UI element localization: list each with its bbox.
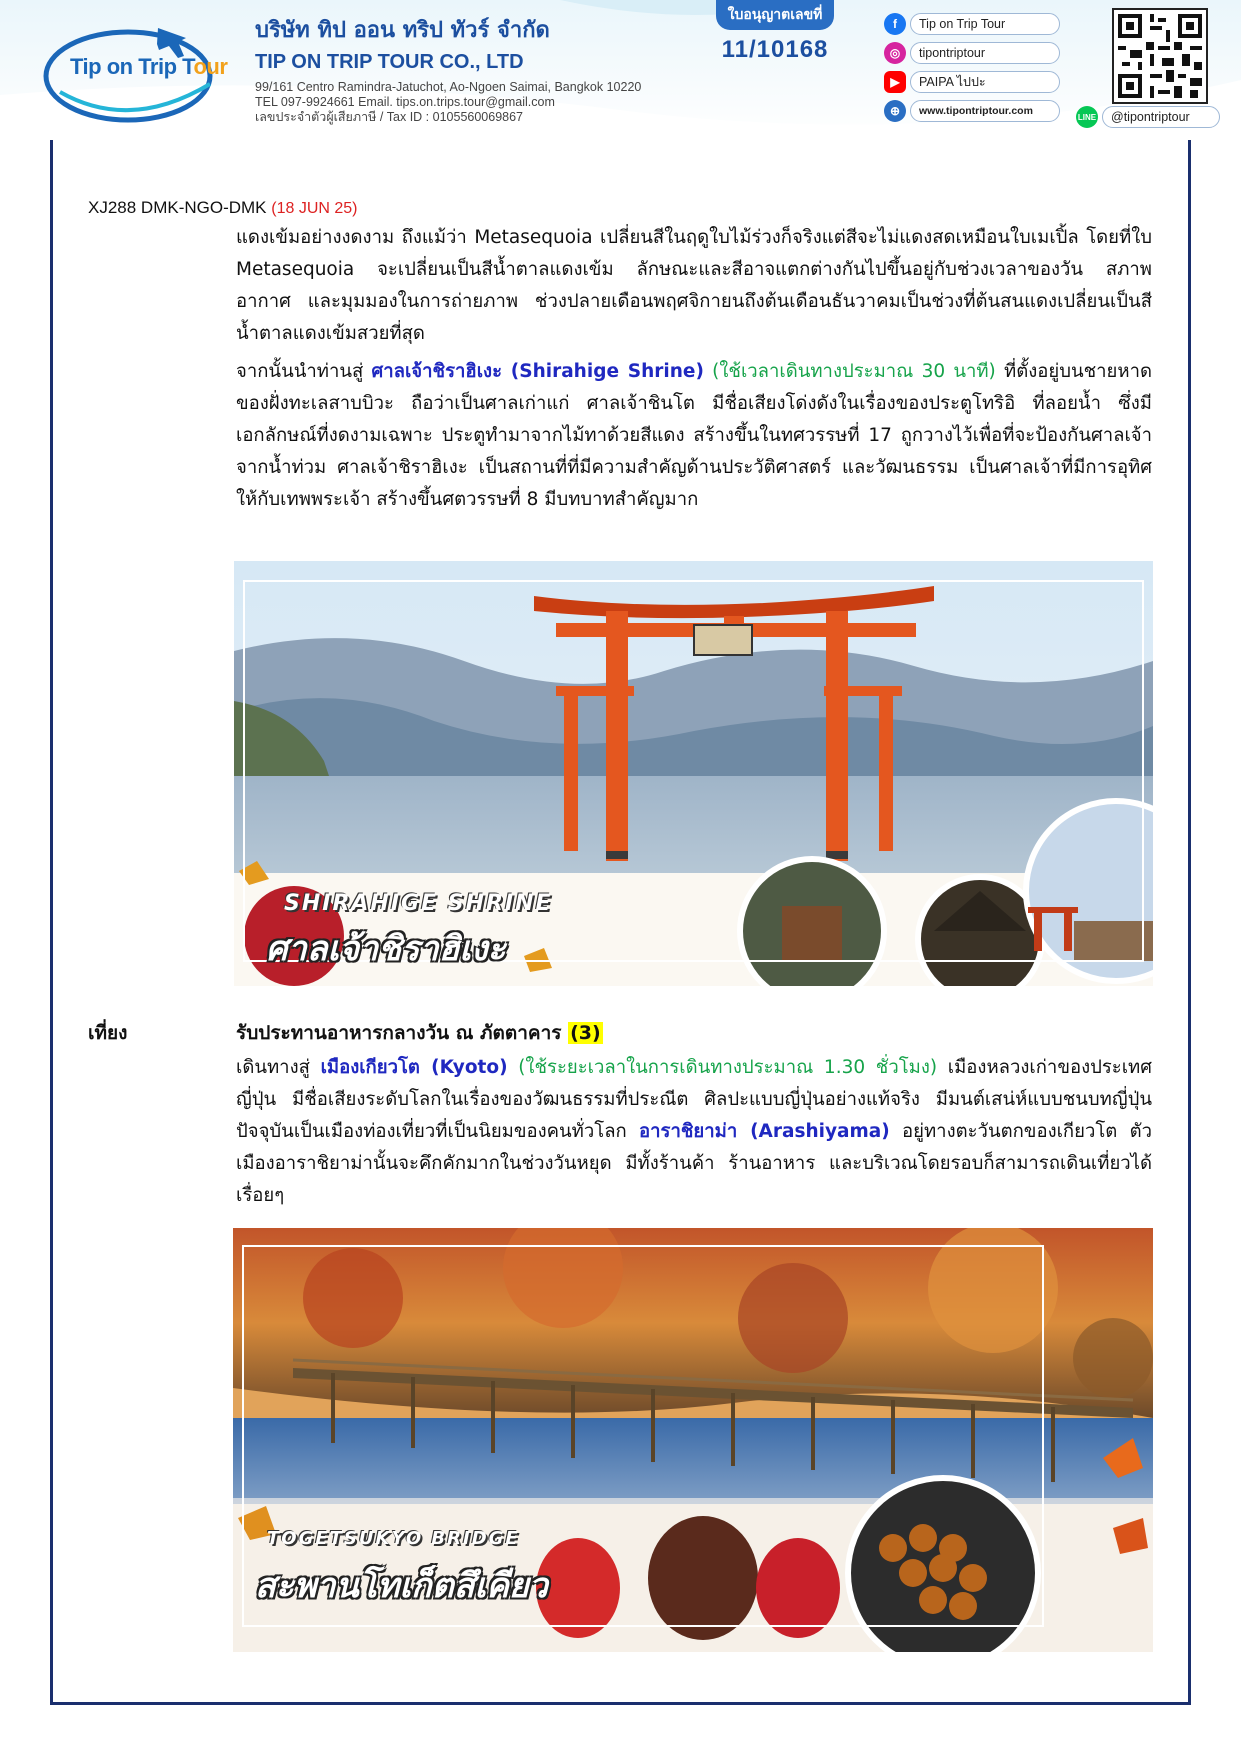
togetsukyo-bridge-photo <box>233 1228 1153 1652</box>
p2-place-name: ศาลเจ้าชิราฮิเงะ (Shirahige Shrine) <box>371 361 704 382</box>
p3-body: เมืองหลวงเก่าของประเทศญี่ปุ่น มีชื่อเสียงระดับโลกในเรื่องของวัฒนธรรมที่ประณีต ศิลปะแบบญี่ปุ่นอย่างแท้จริง มีมนต์เสน่ห์แบบชนบทญี่ปุ่น ปัจจุบันเป็นเมืองท่องเที่ยวที่เป็นนิยมของคนทั่วโลก <box>236 1057 1152 1142</box>
logo-text-primary: Tip on Trip T <box>70 54 194 79</box>
page-header <box>0 0 1241 140</box>
social-line[interactable] <box>1076 106 1220 128</box>
license-label: ใบอนุญาตเลขที่ <box>716 0 835 30</box>
p2-travel-time: (ใช้เวลาเดินทางประมาณ 30 นาที) <box>703 361 996 382</box>
paragraph-kyoto <box>236 1052 1152 1212</box>
p2-body: ที่ตั้งอยู่บนชายหาดของฝั่งทะเลสาบบิวะ ถือว่าเป็นศาลเก่าแก่ ศาลเจ้าชินโต มีชื่อเสียงโด่งดังในเรื่องของประตูโทริอิ ที่ลอยน้ำ ซึ่งมีเอกลักษณ์ที่งดงามเฉพาะ ประตูทำมาจากไม้ทาด้วยสีแดง สร้างขึ้นในทศวรรษที่ 17 ถูกวางไว้เพื่อที่จะป้องกันศาลเจ้าจากน้ำท่วม ศาลเจ้าชิราฮิเงะ เป็นสถานที่ที่มีความสำคัญด้านประวัติศาสตร์ และวัฒนธรรม เป็นศาลเจ้าที่มีการอุทิศให้กับเทพพระเจ้า สร้างขึ้นศตวรรษที่ 8 มีบทบาทสำคัญมาก <box>236 361 1152 510</box>
company-contact: TEL 097-9924661 Email. tips.on.trips.tour@gmail.com <box>255 95 555 109</box>
shirahige-shrine-photo <box>234 561 1153 986</box>
meal-text: รับประทานอาหารกลางวัน ณ ภัตตาคาร <box>236 1022 569 1044</box>
meal-count: (3) <box>570 1022 601 1044</box>
social-links <box>884 12 1060 128</box>
togetsukyo-caption-english: TOGETSUKYO BRIDGE <box>267 1528 520 1549</box>
license-block <box>690 0 860 70</box>
company-logo <box>40 14 230 124</box>
company-info <box>255 12 641 125</box>
shirahige-caption-english: SHIRAHIGE SHRINE <box>284 891 553 916</box>
meal-label: เที่ยง <box>88 1022 128 1044</box>
togetsukyo-caption-thai: สะพานโทเก็ตสึเคียว <box>255 1566 548 1606</box>
tour-date: (18 JUN 25) <box>271 200 358 217</box>
facebook-icon: f <box>884 13 906 35</box>
line-icon: LINE <box>1076 106 1098 128</box>
p3-tail: อยู่ทางตะวันตกของเกียวโต ตัวเมืองอาราชิยาม่านั้นจะคึกคักมากในช่วงวันหยุด มีทั้งร้านค้า ร้านอาหาร และบริเวณโดยรอบก็สามารถเดินเที่ยวได้เรื่อยๆ <box>236 1121 1152 1206</box>
company-address: 99/161 Centro Ramindra-Jatuchot, Ao-Ngoen Saimai, Bangkok 10220 <box>255 80 642 94</box>
social-instagram[interactable] <box>884 41 1060 65</box>
social-line-label: @tipontriptour <box>1102 106 1220 128</box>
paragraph-shirahige <box>236 356 1152 516</box>
social-youtube[interactable] <box>884 70 1060 94</box>
social-youtube-label: PAIPA ไปปะ <box>910 71 1060 93</box>
license-number: 11/10168 <box>721 36 829 63</box>
p3-intro: เดินทางสู่ <box>236 1057 321 1078</box>
meal-description <box>236 1018 603 1048</box>
tour-code-text: XJ288 DMK-NGO-DMK <box>88 198 272 217</box>
p3-travel-time: (ใช้ระยะเวลาในการเดินทางประมาณ 1.30 ชั่วโมง) <box>507 1057 938 1078</box>
shirahige-caption-thai: ศาลเจ้าชิราฮิเงะ <box>266 929 506 969</box>
company-name-english: TIP ON TRIP TOUR CO., LTD <box>255 51 524 73</box>
logo-text-accent: our <box>193 54 228 79</box>
social-instagram-label: tipontriptour <box>910 42 1060 64</box>
social-facebook-label: Tip on Trip Tour <box>910 13 1060 35</box>
qr-code <box>1112 8 1208 104</box>
company-tax-id: เลขประจำตัวผู้เสียภาษี / Tax ID : 0105560069867 <box>255 110 524 124</box>
youtube-icon: ▶ <box>884 71 906 93</box>
social-facebook[interactable] <box>884 12 1060 36</box>
instagram-icon: ◎ <box>884 42 906 64</box>
p3-place-kyoto: เมืองเกียวโต (Kyoto) <box>320 1057 508 1078</box>
social-website-label: www.tipontriptour.com <box>910 100 1060 122</box>
social-website[interactable] <box>884 99 1060 123</box>
company-name-thai: บริษัท ทิป ออน ทริป ทัวร์ จำกัด <box>255 18 550 43</box>
p2-intro: จากนั้นนำท่านสู่ <box>236 361 372 382</box>
p3-place-arashiyama: อาราชิยาม่า (Arashiyama) <box>639 1121 890 1142</box>
paragraph-metasequoia: แดงเข้มอย่างงดงาม ถึงแม้ว่า Metasequoia เปลี่ยนสีในฤดูใบไม้ร่วงก็จริงแต่สีจะไม่แดงสดเหมือนใบเมเปิ้ล โดยที่ใบ Metasequoia จะเปลี่ยนเป็นสีน้ำตาลแดงเข้ม ลักษณะและสีอาจแตกต่างกันไปขึ้นอยู่กับช่วงเวลาของวัน สภาพอากาศ และมุมมองในการถ่ายภาพ ช่วงปลายเดือนพฤศจิกายนถึงต้นเดือนธันวาคมเป็นช่วงที่ต้นสนแดงเปลี่ยนเป็นสีน้ำตาลแดงเข้มสวยที่สุด <box>236 227 1152 344</box>
tour-code <box>88 198 358 218</box>
web-icon: ⊕ <box>884 100 906 122</box>
